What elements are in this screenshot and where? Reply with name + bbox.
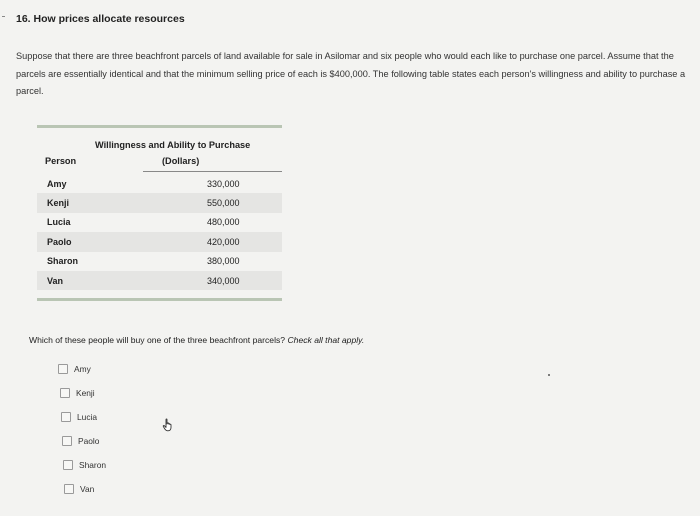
table-row bbox=[37, 213, 282, 232]
header-person: Person bbox=[45, 156, 77, 166]
row-person: Amy bbox=[47, 178, 67, 189]
option-label: Amy bbox=[74, 364, 91, 374]
option-amy[interactable] bbox=[58, 364, 91, 374]
table-row bbox=[37, 232, 282, 251]
hand-pointer-icon bbox=[161, 418, 175, 437]
option-label: Van bbox=[80, 484, 95, 494]
prompt-text: Which of these people will buy one of the three beachfront parcels? bbox=[29, 335, 286, 345]
question-intro: Suppose that there are three beachfront parcels of land available for sale in Asilomar and six people who would each like to purchase one parcel. Assume that the parcels are essentially identical and that the minimum selling price of each is $400,000. The following table states each person's willingness and ability to purchase a parcel. bbox=[16, 51, 686, 96]
row-value: 550,000 bbox=[206, 198, 240, 209]
row-person: Lucia bbox=[47, 217, 71, 228]
table-row bbox=[37, 174, 282, 193]
checkbox[interactable] bbox=[63, 460, 73, 470]
header-underline bbox=[143, 171, 282, 172]
table-row bbox=[37, 193, 282, 212]
option-label: Kenji bbox=[76, 388, 95, 398]
checkbox[interactable] bbox=[62, 436, 72, 446]
option-label: Sharon bbox=[79, 460, 107, 470]
table-bottom-rule bbox=[37, 298, 282, 301]
table-header bbox=[37, 138, 282, 174]
table-top-rule bbox=[37, 125, 282, 128]
option-lucia[interactable] bbox=[61, 412, 97, 422]
header-willingness: Willingness and Ability to Purchase bbox=[95, 140, 251, 150]
checkbox[interactable] bbox=[64, 484, 74, 494]
row-person: Van bbox=[47, 275, 64, 286]
stray-mark bbox=[548, 374, 550, 376]
row-value: 480,000 bbox=[206, 217, 240, 228]
row-value: 420,000 bbox=[206, 236, 240, 247]
option-sharon[interactable] bbox=[63, 460, 106, 470]
table-row bbox=[37, 271, 282, 290]
option-kenji[interactable] bbox=[60, 388, 95, 398]
row-person: Paolo bbox=[47, 236, 72, 247]
row-value: 380,000 bbox=[206, 256, 240, 267]
option-label: Lucia bbox=[77, 412, 98, 422]
row-value: 340,000 bbox=[206, 275, 240, 286]
checkbox[interactable] bbox=[60, 388, 70, 398]
row-person: Sharon bbox=[47, 256, 79, 267]
prompt-hint: Check all that apply. bbox=[287, 335, 365, 345]
header-dollars: (Dollars) bbox=[162, 156, 200, 166]
prompt bbox=[29, 335, 364, 345]
willingness-table bbox=[37, 125, 282, 301]
option-van[interactable] bbox=[64, 484, 94, 494]
checkbox[interactable] bbox=[58, 364, 68, 374]
option-paolo[interactable] bbox=[62, 436, 99, 446]
question-title: 16. How prices allocate resources bbox=[16, 13, 185, 25]
row-person: Kenji bbox=[47, 198, 70, 209]
checkbox[interactable] bbox=[61, 412, 71, 422]
option-label: Paolo bbox=[78, 436, 100, 446]
table-row bbox=[37, 252, 282, 271]
margin-tick bbox=[2, 16, 5, 17]
row-value: 330,000 bbox=[206, 178, 240, 189]
